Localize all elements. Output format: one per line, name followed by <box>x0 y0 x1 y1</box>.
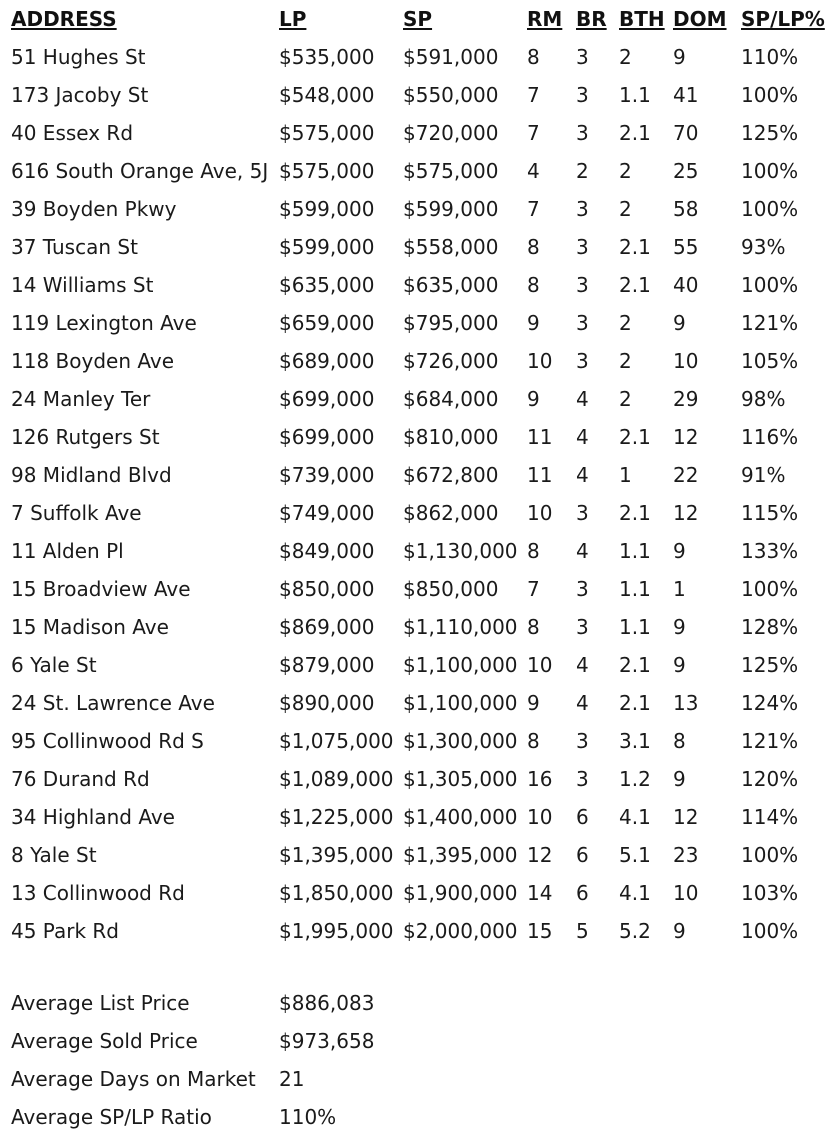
cell-dom: 9 <box>673 45 686 69</box>
cell-rm: 15 <box>527 919 553 943</box>
summary-value: $973,658 <box>279 1029 375 1053</box>
cell-ratio: 125% <box>741 121 799 145</box>
cell-rm: 7 <box>527 197 540 221</box>
cell-dom: 9 <box>673 653 686 677</box>
cell-bth: 1 <box>619 463 632 487</box>
table-row <box>0 114 831 152</box>
cell-br: 3 <box>576 767 589 791</box>
header-ratio: SP/LP% <box>741 7 825 31</box>
table-row <box>0 228 831 266</box>
cell-br: 3 <box>576 121 589 145</box>
cell-lp: $548,000 <box>279 83 375 107</box>
cell-ratio: 120% <box>741 767 799 791</box>
table-row <box>0 494 831 532</box>
cell-ratio: 91% <box>741 463 786 487</box>
header-bth: BTH <box>619 7 665 31</box>
cell-address: 173 Jacoby St <box>11 83 149 107</box>
cell-sp: $795,000 <box>403 311 499 335</box>
cell-rm: 8 <box>527 45 540 69</box>
cell-rm: 8 <box>527 235 540 259</box>
table-row <box>0 380 831 418</box>
cell-bth: 2 <box>619 45 632 69</box>
cell-lp: $1,995,000 <box>279 919 394 943</box>
cell-bth: 4.1 <box>619 805 651 829</box>
cell-rm: 8 <box>527 615 540 639</box>
cell-address: 126 Rutgers St <box>11 425 160 449</box>
cell-address: 6 Yale St <box>11 653 97 677</box>
summary-value: 110% <box>279 1105 337 1129</box>
summary-row <box>11 1022 374 1060</box>
cell-sp: $1,110,000 <box>403 615 518 639</box>
cell-sp: $591,000 <box>403 45 499 69</box>
cell-br: 6 <box>576 805 589 829</box>
cell-ratio: 100% <box>741 197 799 221</box>
cell-bth: 2 <box>619 197 632 221</box>
cell-ratio: 121% <box>741 311 799 335</box>
cell-ratio: 100% <box>741 577 799 601</box>
cell-rm: 10 <box>527 501 553 525</box>
table-row <box>0 418 831 456</box>
cell-bth: 2 <box>619 159 632 183</box>
cell-lp: $749,000 <box>279 501 375 525</box>
cell-dom: 9 <box>673 615 686 639</box>
cell-ratio: 100% <box>741 273 799 297</box>
summary-label: Average List Price <box>11 991 190 1015</box>
cell-rm: 10 <box>527 349 553 373</box>
cell-rm: 10 <box>527 805 553 829</box>
header-rm: RM <box>527 7 563 31</box>
cell-lp: $890,000 <box>279 691 375 715</box>
cell-rm: 4 <box>527 159 540 183</box>
table-row <box>0 532 831 570</box>
cell-lp: $1,075,000 <box>279 729 394 753</box>
cell-dom: 55 <box>673 235 699 259</box>
cell-lp: $535,000 <box>279 45 375 69</box>
cell-sp: $862,000 <box>403 501 499 525</box>
cell-sp: $850,000 <box>403 577 499 601</box>
cell-address: 11 Alden Pl <box>11 539 124 563</box>
summary-row <box>11 1060 374 1098</box>
table-row <box>0 190 831 228</box>
cell-address: 24 St. Lawrence Ave <box>11 691 215 715</box>
cell-sp: $599,000 <box>403 197 499 221</box>
cell-rm: 14 <box>527 881 553 905</box>
cell-rm: 7 <box>527 577 540 601</box>
table-row <box>0 836 831 874</box>
cell-address: 15 Broadview Ave <box>11 577 191 601</box>
cell-dom: 1 <box>673 577 686 601</box>
cell-dom: 9 <box>673 311 686 335</box>
cell-ratio: 124% <box>741 691 799 715</box>
cell-br: 3 <box>576 615 589 639</box>
table-row <box>0 912 831 950</box>
cell-bth: 5.1 <box>619 843 651 867</box>
summary-label: Average Sold Price <box>11 1029 198 1053</box>
summary-row <box>11 1098 374 1136</box>
cell-bth: 2 <box>619 349 632 373</box>
cell-lp: $699,000 <box>279 425 375 449</box>
table-row <box>0 874 831 912</box>
cell-br: 3 <box>576 349 589 373</box>
cell-sp: $1,130,000 <box>403 539 518 563</box>
cell-br: 3 <box>576 501 589 525</box>
cell-sp: $1,400,000 <box>403 805 518 829</box>
summary-row <box>11 984 374 1022</box>
cell-dom: 12 <box>673 805 699 829</box>
cell-sp: $1,100,000 <box>403 653 518 677</box>
cell-dom: 10 <box>673 349 699 373</box>
cell-address: 45 Park Rd <box>11 919 119 943</box>
cell-lp: $869,000 <box>279 615 375 639</box>
cell-br: 6 <box>576 843 589 867</box>
cell-bth: 1.1 <box>619 615 651 639</box>
table-row <box>0 266 831 304</box>
cell-bth: 2.1 <box>619 691 651 715</box>
cell-ratio: 128% <box>741 615 799 639</box>
cell-rm: 7 <box>527 121 540 145</box>
table-row <box>0 608 831 646</box>
table-row <box>0 38 831 76</box>
cell-address: 616 South Orange Ave, 5J <box>11 159 269 183</box>
header-sp: SP <box>403 7 433 31</box>
cell-bth: 2.1 <box>619 121 651 145</box>
cell-ratio: 110% <box>741 45 799 69</box>
cell-lp: $699,000 <box>279 387 375 411</box>
cell-lp: $1,089,000 <box>279 767 394 791</box>
cell-address: 119 Lexington Ave <box>11 311 197 335</box>
cell-dom: 40 <box>673 273 699 297</box>
cell-sp: $1,305,000 <box>403 767 518 791</box>
cell-ratio: 100% <box>741 843 799 867</box>
cell-rm: 8 <box>527 539 540 563</box>
cell-rm: 7 <box>527 83 540 107</box>
cell-dom: 13 <box>673 691 699 715</box>
cell-sp: $1,395,000 <box>403 843 518 867</box>
cell-br: 3 <box>576 577 589 601</box>
cell-br: 4 <box>576 463 589 487</box>
cell-ratio: 115% <box>741 501 799 525</box>
cell-sp: $550,000 <box>403 83 499 107</box>
cell-dom: 58 <box>673 197 699 221</box>
cell-ratio: 105% <box>741 349 799 373</box>
cell-bth: 1.1 <box>619 83 651 107</box>
cell-dom: 9 <box>673 767 686 791</box>
cell-lp: $599,000 <box>279 235 375 259</box>
header-lp: LP <box>279 7 307 31</box>
header-row <box>0 0 831 38</box>
cell-lp: $849,000 <box>279 539 375 563</box>
cell-ratio: 103% <box>741 881 799 905</box>
cell-br: 3 <box>576 83 589 107</box>
table-row <box>0 760 831 798</box>
cell-ratio: 125% <box>741 653 799 677</box>
header-address: ADDRESS <box>11 7 117 31</box>
cell-rm: 9 <box>527 311 540 335</box>
cell-br: 3 <box>576 729 589 753</box>
cell-dom: 9 <box>673 539 686 563</box>
cell-br: 4 <box>576 539 589 563</box>
cell-br: 5 <box>576 919 589 943</box>
cell-address: 24 Manley Ter <box>11 387 151 411</box>
cell-address: 15 Madison Ave <box>11 615 169 639</box>
header-dom: DOM <box>673 7 727 31</box>
cell-rm: 11 <box>527 425 553 449</box>
cell-bth: 4.1 <box>619 881 651 905</box>
cell-rm: 9 <box>527 691 540 715</box>
cell-sp: $720,000 <box>403 121 499 145</box>
cell-rm: 8 <box>527 273 540 297</box>
summary-label: Average SP/LP Ratio <box>11 1105 212 1129</box>
cell-rm: 12 <box>527 843 553 867</box>
cell-sp: $2,000,000 <box>403 919 518 943</box>
cell-dom: 70 <box>673 121 699 145</box>
summary-value: $886,083 <box>279 991 375 1015</box>
cell-br: 3 <box>576 273 589 297</box>
cell-lp: $659,000 <box>279 311 375 335</box>
cell-address: 8 Yale St <box>11 843 97 867</box>
cell-address: 76 Durand Rd <box>11 767 150 791</box>
cell-sp: $1,300,000 <box>403 729 518 753</box>
cell-bth: 2.1 <box>619 273 651 297</box>
cell-lp: $879,000 <box>279 653 375 677</box>
table-row <box>0 76 831 114</box>
cell-address: 95 Collinwood Rd S <box>11 729 204 753</box>
cell-bth: 2.1 <box>619 425 651 449</box>
cell-lp: $599,000 <box>279 197 375 221</box>
cell-rm: 10 <box>527 653 553 677</box>
cell-br: 4 <box>576 653 589 677</box>
summary-table <box>11 984 374 1136</box>
cell-rm: 11 <box>527 463 553 487</box>
cell-br: 3 <box>576 311 589 335</box>
cell-sp: $575,000 <box>403 159 499 183</box>
summary-value: 21 <box>279 1067 305 1091</box>
cell-sp: $684,000 <box>403 387 499 411</box>
cell-dom: 10 <box>673 881 699 905</box>
cell-lp: $1,850,000 <box>279 881 394 905</box>
cell-br: 3 <box>576 45 589 69</box>
table-row <box>0 342 831 380</box>
cell-lp: $575,000 <box>279 121 375 145</box>
cell-bth: 1.1 <box>619 577 651 601</box>
cell-sp: $810,000 <box>403 425 499 449</box>
cell-rm: 16 <box>527 767 553 791</box>
cell-bth: 1.1 <box>619 539 651 563</box>
cell-lp: $635,000 <box>279 273 375 297</box>
cell-bth: 2 <box>619 311 632 335</box>
cell-ratio: 116% <box>741 425 799 449</box>
cell-rm: 8 <box>527 729 540 753</box>
cell-address: 51 Hughes St <box>11 45 146 69</box>
cell-sp: $635,000 <box>403 273 499 297</box>
table-row <box>0 152 831 190</box>
cell-address: 34 Highland Ave <box>11 805 175 829</box>
cell-br: 3 <box>576 235 589 259</box>
cell-ratio: 93% <box>741 235 786 259</box>
table-row <box>0 646 831 684</box>
cell-br: 4 <box>576 387 589 411</box>
cell-rm: 9 <box>527 387 540 411</box>
cell-lp: $689,000 <box>279 349 375 373</box>
table-row <box>0 684 831 722</box>
cell-sp: $1,100,000 <box>403 691 518 715</box>
summary-body <box>11 984 374 1136</box>
cell-sp: $558,000 <box>403 235 499 259</box>
cell-br: 4 <box>576 425 589 449</box>
cell-ratio: 114% <box>741 805 799 829</box>
table-row <box>0 304 831 342</box>
cell-ratio: 121% <box>741 729 799 753</box>
cell-bth: 1.2 <box>619 767 651 791</box>
cell-sp: $726,000 <box>403 349 499 373</box>
cell-lp: $575,000 <box>279 159 375 183</box>
cell-address: 118 Boyden Ave <box>11 349 175 373</box>
header-br: BR <box>576 7 607 31</box>
cell-br: 2 <box>576 159 589 183</box>
cell-dom: 41 <box>673 83 699 107</box>
cell-br: 6 <box>576 881 589 905</box>
cell-br: 4 <box>576 691 589 715</box>
cell-lp: $850,000 <box>279 577 375 601</box>
cell-bth: 2 <box>619 387 632 411</box>
cell-lp: $1,225,000 <box>279 805 394 829</box>
cell-dom: 23 <box>673 843 699 867</box>
table-row <box>0 722 831 760</box>
cell-ratio: 100% <box>741 159 799 183</box>
cell-bth: 5.2 <box>619 919 651 943</box>
cell-dom: 12 <box>673 501 699 525</box>
cell-dom: 25 <box>673 159 699 183</box>
cell-lp: $1,395,000 <box>279 843 394 867</box>
cell-ratio: 98% <box>741 387 786 411</box>
cell-dom: 22 <box>673 463 699 487</box>
cell-bth: 3.1 <box>619 729 651 753</box>
table-row <box>0 456 831 494</box>
cell-dom: 29 <box>673 387 699 411</box>
cell-address: 40 Essex Rd <box>11 121 134 145</box>
cell-dom: 9 <box>673 919 686 943</box>
cell-dom: 8 <box>673 729 686 753</box>
cell-br: 3 <box>576 197 589 221</box>
cell-address: 14 Williams St <box>11 273 154 297</box>
table-row <box>0 570 831 608</box>
cell-ratio: 100% <box>741 83 799 107</box>
cell-address: 98 Midland Blvd <box>11 463 172 487</box>
cell-dom: 12 <box>673 425 699 449</box>
cell-bth: 2.1 <box>619 501 651 525</box>
cell-address: 13 Collinwood Rd <box>11 881 185 905</box>
cell-lp: $739,000 <box>279 463 375 487</box>
table-body <box>0 38 831 950</box>
cell-address: 39 Boyden Pkwy <box>11 197 177 221</box>
cell-ratio: 100% <box>741 919 799 943</box>
cell-address: 7 Suffolk Ave <box>11 501 142 525</box>
cell-bth: 2.1 <box>619 235 651 259</box>
cell-bth: 2.1 <box>619 653 651 677</box>
summary-label: Average Days on Market <box>11 1067 256 1091</box>
table-row <box>0 798 831 836</box>
cell-address: 37 Tuscan St <box>11 235 138 259</box>
cell-sp: $672,800 <box>403 463 499 487</box>
table-header <box>0 0 831 38</box>
cell-sp: $1,900,000 <box>403 881 518 905</box>
cell-ratio: 133% <box>741 539 799 563</box>
